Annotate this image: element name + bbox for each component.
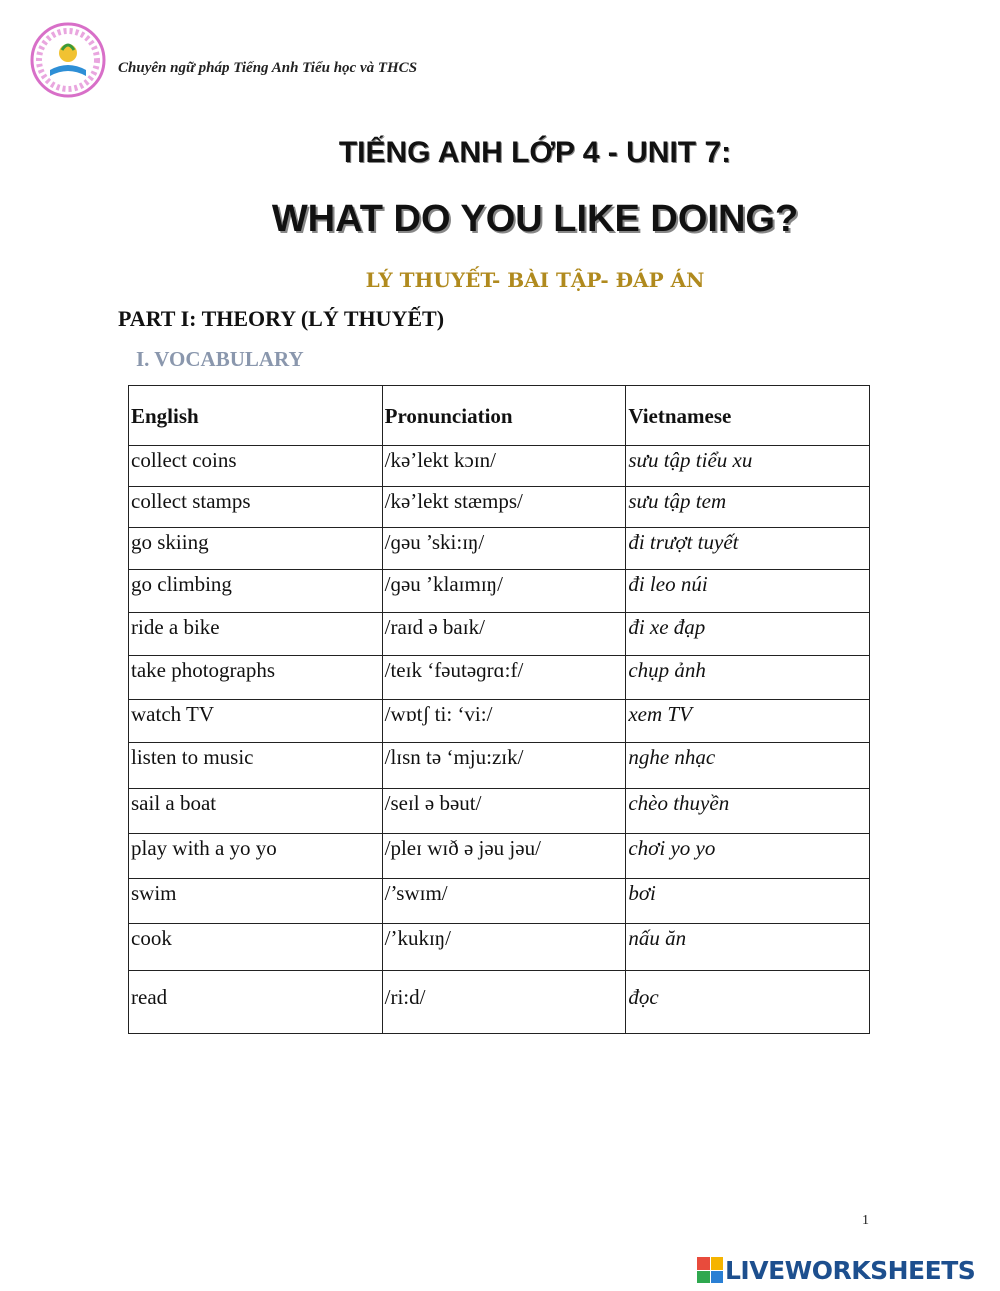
cell-pronunciation: /’kukɪŋ/ <box>382 924 626 971</box>
cell-vietnamese: chèo thuyền <box>626 789 870 834</box>
header-subtitle: Chuyên ngữ pháp Tiếng Anh Tiểu học và THCS <box>118 60 418 76</box>
header-pronunciation: Pronunciation <box>382 386 626 446</box>
liveworksheets-watermark <box>697 1255 975 1285</box>
table-row <box>129 743 870 789</box>
cell-pronunciation: /seɪl ə bəut/ <box>382 789 626 834</box>
cell-english: go climbing <box>129 570 383 613</box>
page-number: 1 <box>862 1213 869 1228</box>
cell-english: take photographs <box>129 656 383 700</box>
cell-pronunciation: /teɪk ‘fəutəɡrɑ:f/ <box>382 656 626 700</box>
cell-vietnamese: đi trượt tuyết <box>626 528 870 570</box>
cell-vietnamese: bơi <box>626 879 870 924</box>
cell-vietnamese: đọc <box>626 971 870 1034</box>
cell-pronunciation: /ɡəu ’ski:ɪŋ/ <box>382 528 626 570</box>
cell-pronunciation: /ɡəu ’klaɪmɪŋ/ <box>382 570 626 613</box>
table-row <box>129 834 870 879</box>
cell-english: sail a boat <box>129 789 383 834</box>
cell-pronunciation: /lɪsn tə ‘mju:zɪk/ <box>382 743 626 789</box>
table-row <box>129 924 870 971</box>
cell-english: play with a yo yo <box>129 834 383 879</box>
part-heading: PART I: THEORY (LÝ THUYẾT) <box>118 306 445 331</box>
cell-pronunciation: /kə’lekt kɔɪn/ <box>382 446 626 487</box>
title-unit: TIẾNG ANH LỚP 4 - UNIT 7: <box>338 136 732 169</box>
title-question: WHAT DO YOU LIKE DOING? <box>271 198 799 240</box>
cell-english: swim <box>129 879 383 924</box>
section-heading: I. VOCABULARY <box>136 347 304 371</box>
watermark-text: LIVEWORKSHEETS <box>725 1255 976 1285</box>
cell-vietnamese: đi leo núi <box>626 570 870 613</box>
cell-vietnamese: nghe nhạc <box>626 743 870 789</box>
table-row <box>129 789 870 834</box>
cell-pronunciation: /kə’lekt stæmps/ <box>382 487 626 528</box>
cell-pronunciation: /ri:d/ <box>382 971 626 1034</box>
school-logo <box>26 20 110 100</box>
table-row <box>129 446 870 487</box>
table-row <box>129 656 870 700</box>
table-row <box>129 879 870 924</box>
table-row <box>129 487 870 528</box>
table-header-row <box>129 386 870 446</box>
cell-vietnamese: xem TV <box>626 700 870 743</box>
cell-vietnamese: đi xe đạp <box>626 613 870 656</box>
table-row <box>129 700 870 743</box>
cell-english: read <box>129 971 383 1034</box>
cell-english: cook <box>129 924 383 971</box>
cell-vietnamese: chơi yo yo <box>626 834 870 879</box>
liveworksheets-logo-icon <box>697 1257 723 1283</box>
table-row <box>129 528 870 570</box>
header-english: English <box>129 386 383 446</box>
cell-english: listen to music <box>129 743 383 789</box>
cell-english: go skiing <box>129 528 383 570</box>
cell-english: collect coins <box>129 446 383 487</box>
title-subtitle: LÝ THUYẾT- BÀI TẬP- ĐÁP ÁN <box>365 268 705 292</box>
cell-pronunciation: /raɪd ə baɪk/ <box>382 613 626 656</box>
vocabulary-table <box>128 385 870 1034</box>
cell-pronunciation: /wɒtʃ ti: ‘vi:/ <box>382 700 626 743</box>
cell-pronunciation: /pleɪ wɪð ə jəu jəu/ <box>382 834 626 879</box>
cell-vietnamese: sưu tập tiểu xu <box>626 446 870 487</box>
cell-vietnamese: nấu ăn <box>626 924 870 971</box>
table-row <box>129 570 870 613</box>
header-vietnamese: Vietnamese <box>626 386 870 446</box>
cell-vietnamese: chụp ảnh <box>626 656 870 700</box>
cell-english: ride a bike <box>129 613 383 656</box>
cell-english: collect stamps <box>129 487 383 528</box>
cell-pronunciation: /’swɪm/ <box>382 879 626 924</box>
table-row <box>129 613 870 656</box>
table-row <box>129 971 870 1034</box>
cell-english: watch TV <box>129 700 383 743</box>
cell-vietnamese: sưu tập tem <box>626 487 870 528</box>
